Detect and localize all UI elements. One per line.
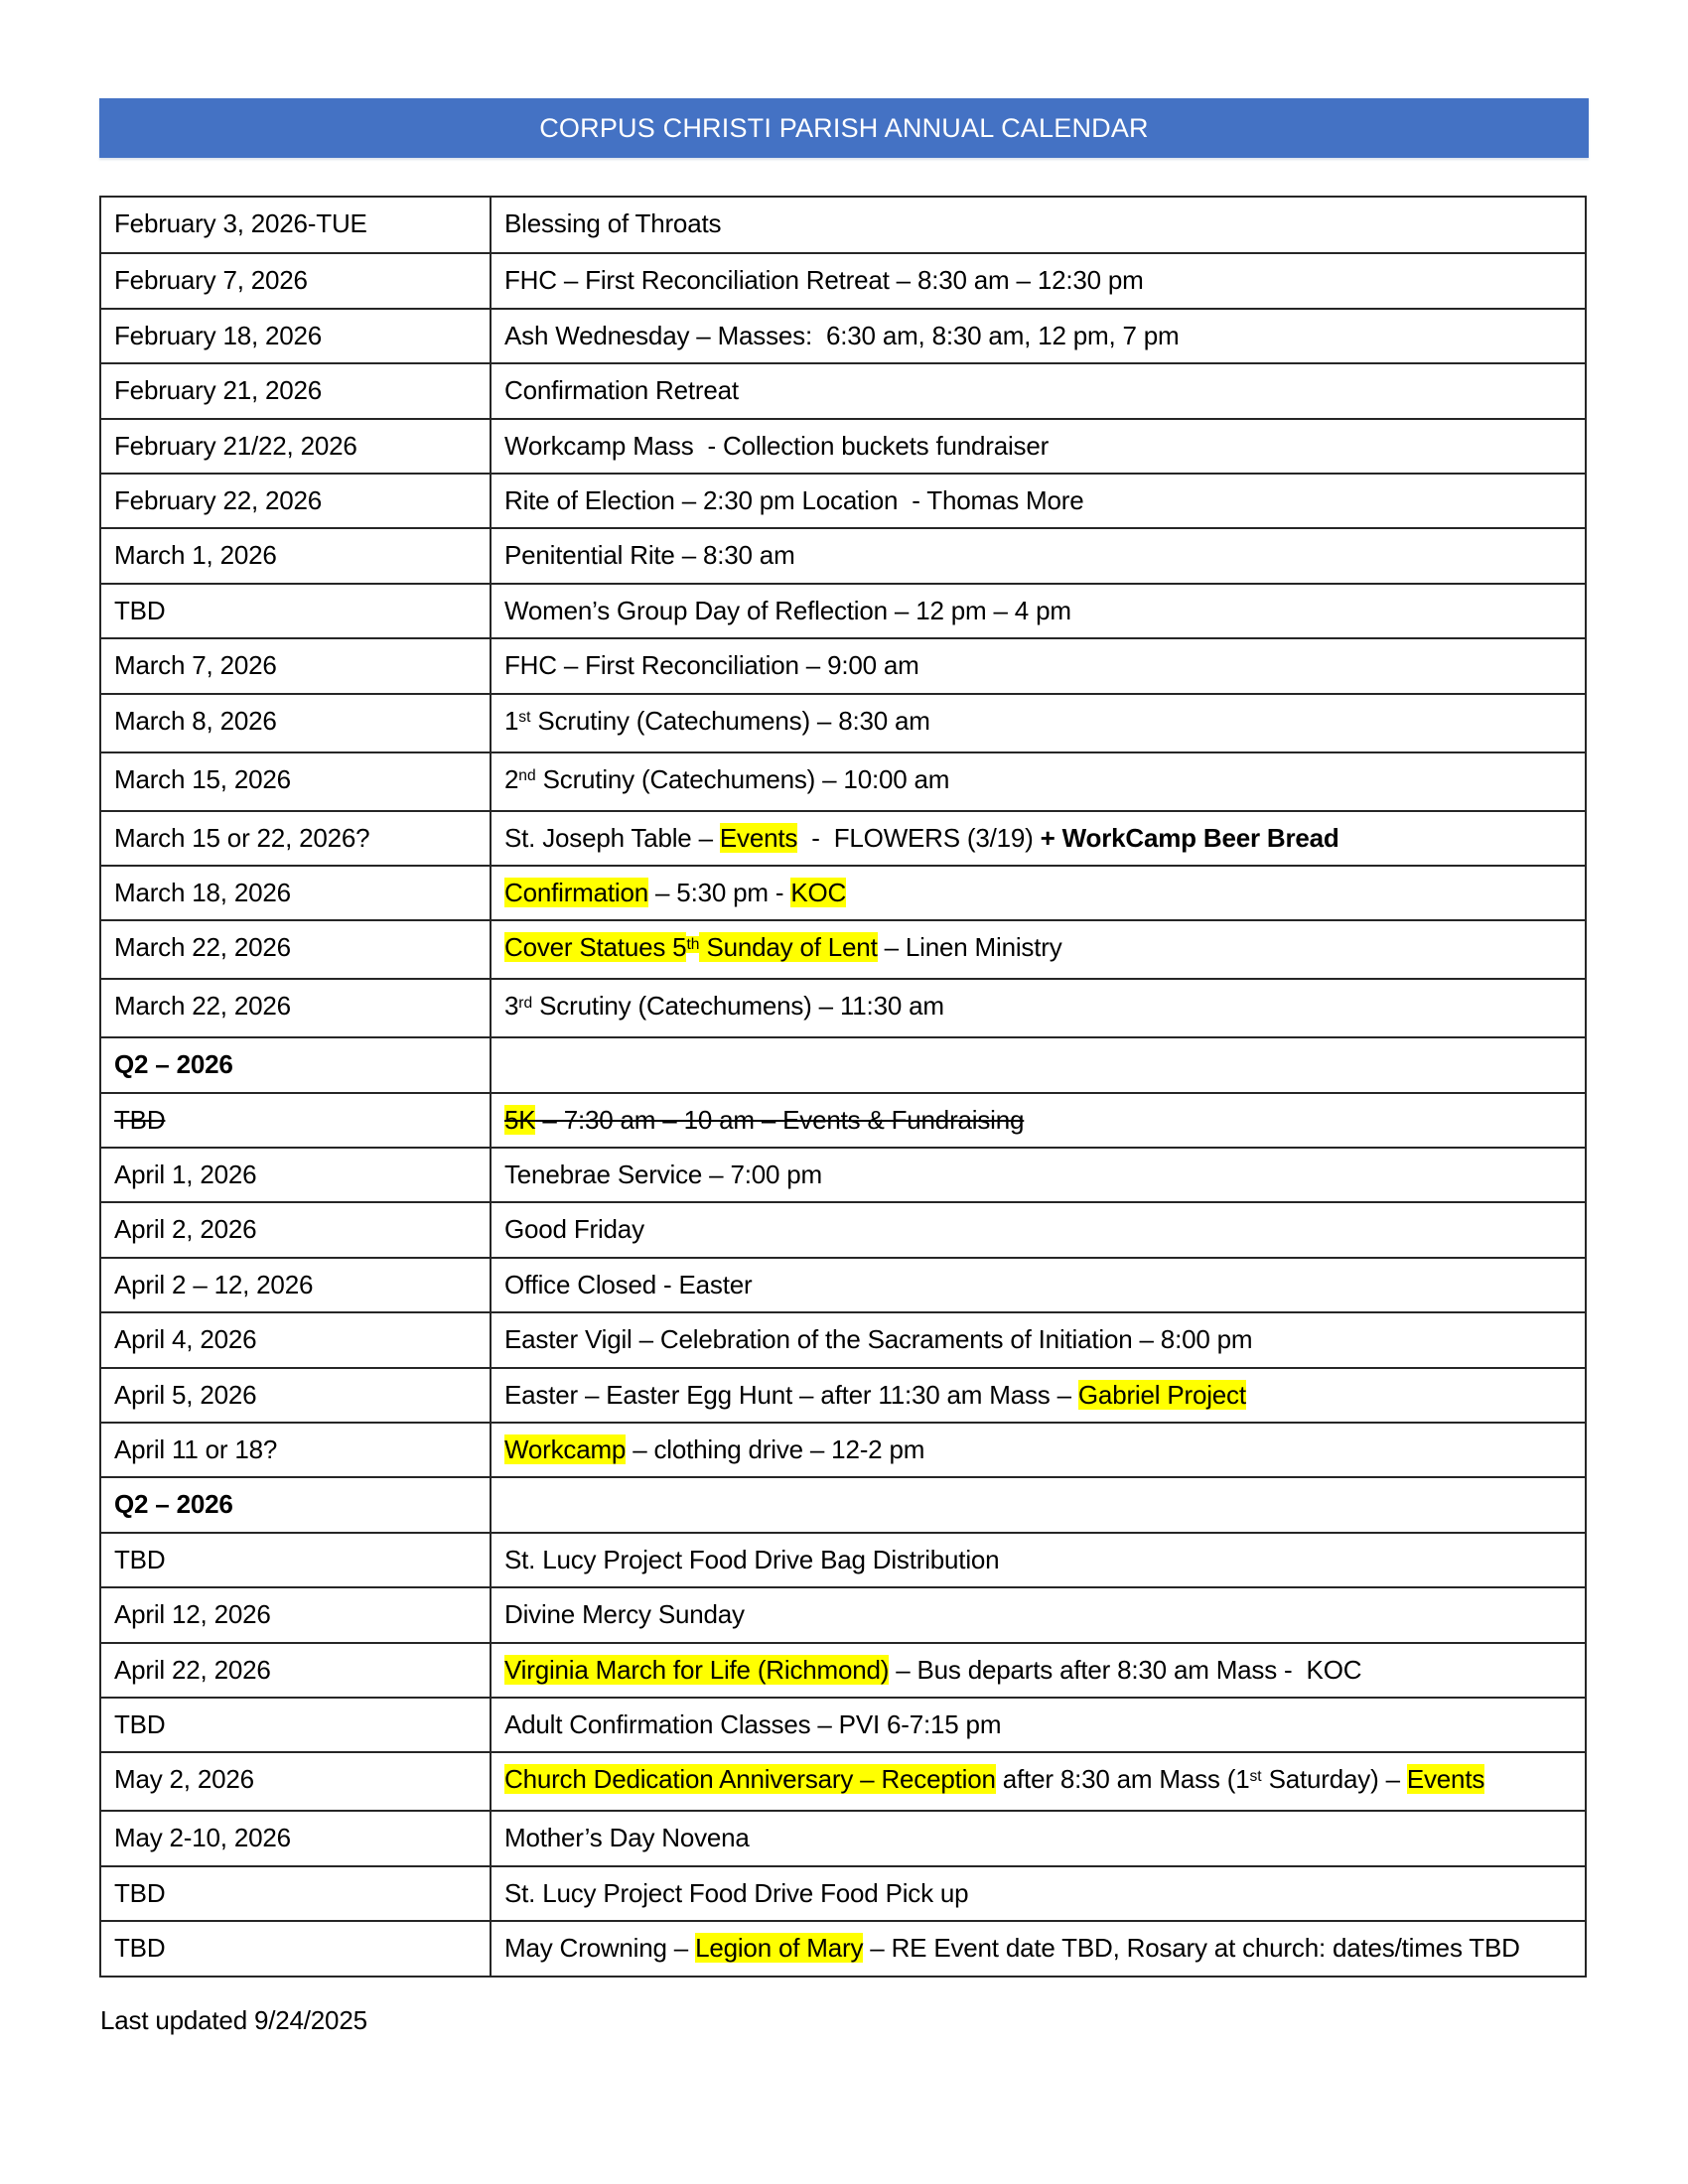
text-segment: Church Dedication Anniversary – Reception — [504, 1764, 996, 1795]
text-segment: Workcamp Mass - Collection buckets fundraiser — [504, 430, 1050, 461]
text-segment: + WorkCamp Beer Bread — [1040, 822, 1339, 853]
date-cell — [101, 364, 492, 417]
text-segment: St. Joseph Table – — [504, 822, 720, 853]
text-segment: TBD — [114, 1933, 166, 1964]
date-cell — [101, 980, 492, 1036]
table-row — [101, 919, 1585, 978]
text-segment: March 22, 2026 — [114, 932, 291, 963]
date-cell — [101, 1812, 492, 1864]
text-segment: February 7, 2026 — [114, 265, 308, 296]
table-row — [101, 583, 1585, 637]
text-segment: March 18, 2026 — [114, 877, 291, 907]
date-cell — [101, 310, 492, 362]
text-segment: - FLOWERS (3/19) — [797, 822, 1041, 853]
table-row — [101, 1751, 1585, 1810]
event-cell — [492, 921, 1585, 978]
text-segment: rd — [518, 994, 533, 1012]
event-cell — [492, 1478, 1585, 1531]
event-cell — [492, 980, 1585, 1036]
table-row — [101, 308, 1585, 362]
text-segment: Sunday of Lent — [699, 932, 878, 963]
text-segment: Events — [1406, 1764, 1485, 1795]
event-cell — [492, 1812, 1585, 1864]
date-cell — [101, 921, 492, 978]
text-segment: Scrutiny (Catechumens) – 10:00 am — [535, 763, 950, 794]
text-segment: Penitential Rite – 8:30 am — [504, 540, 795, 571]
text-segment: Cover Statues 5 — [504, 932, 687, 963]
table-row — [101, 198, 1585, 252]
table-row — [101, 1642, 1585, 1697]
table-row — [101, 1920, 1585, 1975]
event-cell — [492, 310, 1585, 362]
text-segment: May 2, 2026 — [114, 1764, 254, 1795]
text-segment: Q2 – 2026 — [114, 1049, 233, 1080]
text-segment: Scrutiny (Catechumens) – 8:30 am — [530, 705, 930, 736]
text-segment: 5K — [504, 1104, 536, 1135]
date-cell — [101, 1259, 492, 1311]
text-segment: Scrutiny (Catechumens) – 11:30 am — [532, 991, 944, 1022]
event-cell — [492, 585, 1585, 637]
text-segment: Tenebrae Service – 7:00 pm — [504, 1160, 822, 1190]
table-row — [101, 1367, 1585, 1422]
text-segment: KOC — [790, 877, 847, 907]
text-segment: – 7:30 am – 10 am – Events & Fundraising — [535, 1104, 1025, 1135]
date-cell — [101, 867, 492, 919]
event-cell — [492, 867, 1585, 919]
table-row — [101, 637, 1585, 692]
date-cell — [101, 1534, 492, 1586]
text-segment: St. Lucy Project Food Drive Food Pick up — [504, 1877, 969, 1908]
table-row — [101, 810, 1585, 865]
text-segment: Workcamp — [504, 1434, 627, 1465]
text-segment: March 8, 2026 — [114, 705, 277, 736]
table-row — [101, 1476, 1585, 1531]
text-segment: TBD — [114, 595, 166, 625]
text-segment: Easter Vigil – Celebration of the Sacraments of Initiation – 8:00 pm — [504, 1324, 1253, 1355]
table-row — [101, 693, 1585, 751]
table-row — [101, 473, 1585, 527]
table-row — [101, 418, 1585, 473]
event-cell — [492, 1203, 1585, 1256]
table-row — [101, 1257, 1585, 1311]
date-cell — [101, 254, 492, 307]
date-cell — [101, 812, 492, 865]
date-cell — [101, 585, 492, 637]
text-segment: March 15 or 22, 2026? — [114, 822, 370, 853]
text-segment: April 5, 2026 — [114, 1379, 257, 1410]
page-title: CORPUS CHRISTI PARISH ANNUAL CALENDAR — [539, 112, 1149, 143]
event-cell — [492, 1922, 1585, 1975]
date-cell — [101, 1149, 492, 1201]
table-row — [101, 865, 1585, 919]
table-row — [101, 751, 1585, 810]
text-segment: Virginia March for Life (Richmond) — [504, 1654, 890, 1685]
event-cell — [492, 475, 1585, 527]
event-cell — [492, 1588, 1585, 1641]
table-row — [101, 1422, 1585, 1476]
calendar-title-bar — [99, 98, 1589, 158]
annual-calendar-table — [99, 196, 1587, 1978]
event-cell — [492, 420, 1585, 473]
table-row — [101, 1201, 1585, 1256]
date-cell — [101, 1203, 492, 1256]
event-cell — [492, 1369, 1585, 1422]
text-segment: 2 — [504, 763, 519, 794]
text-segment: – RE Event date TBD, Rosary at church: dates/times TBD — [863, 1933, 1520, 1964]
date-cell — [101, 420, 492, 473]
text-segment: April 2 – 12, 2026 — [114, 1269, 314, 1299]
event-cell — [492, 695, 1585, 751]
event-cell — [492, 1259, 1585, 1311]
date-cell — [101, 1867, 492, 1920]
text-segment: Legion of Mary — [695, 1933, 864, 1964]
date-cell — [101, 1699, 492, 1751]
text-segment: February 22, 2026 — [114, 484, 323, 515]
table-row — [101, 1092, 1585, 1147]
table-row — [101, 1311, 1585, 1366]
text-segment: – 5:30 pm - — [648, 877, 791, 907]
event-cell — [492, 1313, 1585, 1366]
table-row — [101, 527, 1585, 582]
text-segment: Confirmation Retreat — [504, 375, 739, 406]
text-segment: Events — [719, 822, 798, 853]
text-segment: February 21/22, 2026 — [114, 430, 357, 461]
event-cell — [492, 1094, 1585, 1147]
text-segment: February 21, 2026 — [114, 375, 323, 406]
text-segment: TBD — [114, 1544, 166, 1574]
text-segment: TBD — [114, 1104, 166, 1135]
text-segment: April 1, 2026 — [114, 1160, 257, 1190]
text-segment: nd — [518, 766, 536, 784]
event-cell — [492, 364, 1585, 417]
text-segment: Q2 – 2026 — [114, 1489, 233, 1520]
table-row — [101, 1697, 1585, 1751]
table-row — [101, 1036, 1585, 1091]
date-cell — [101, 1478, 492, 1531]
text-segment: Blessing of Throats — [504, 208, 722, 238]
text-segment: – clothing drive – 12-2 pm — [626, 1434, 925, 1465]
date-cell — [101, 695, 492, 751]
date-cell — [101, 1424, 492, 1476]
date-cell — [101, 1369, 492, 1422]
text-segment: TBD — [114, 1708, 166, 1739]
text-segment: April 12, 2026 — [114, 1599, 271, 1630]
event-cell — [492, 639, 1585, 692]
text-segment: Adult Confirmation Classes – PVI 6-7:15 pm — [504, 1708, 1002, 1739]
table-row — [101, 1865, 1585, 1920]
text-segment: April 22, 2026 — [114, 1654, 271, 1685]
text-segment: 3 — [504, 991, 519, 1022]
table-row — [101, 1586, 1585, 1641]
text-segment: May 2-10, 2026 — [114, 1823, 291, 1853]
event-cell — [492, 812, 1585, 865]
text-segment: 1 — [504, 705, 519, 736]
text-segment: st — [1249, 1767, 1262, 1785]
event-cell — [492, 1038, 1585, 1091]
text-segment: March 22, 2026 — [114, 991, 291, 1022]
text-segment: FHC – First Reconciliation – 9:00 am — [504, 650, 919, 681]
text-segment: February 3, 2026-TUE — [114, 208, 367, 238]
text-segment: FHC – First Reconciliation Retreat – 8:30 am – 12:30 pm — [504, 265, 1144, 296]
table-row — [101, 252, 1585, 307]
date-cell — [101, 1313, 492, 1366]
date-cell — [101, 475, 492, 527]
date-cell — [101, 1038, 492, 1091]
text-segment: Saturday) – — [1261, 1764, 1407, 1795]
text-segment: th — [686, 935, 700, 953]
event-cell — [492, 1699, 1585, 1751]
text-segment: Confirmation — [504, 877, 648, 907]
event-cell — [492, 1644, 1585, 1697]
event-cell — [492, 254, 1585, 307]
event-cell — [492, 1424, 1585, 1476]
date-cell — [101, 1644, 492, 1697]
event-cell — [492, 1149, 1585, 1201]
text-segment: March 15, 2026 — [114, 763, 291, 794]
text-segment: – Linen Ministry — [877, 932, 1062, 963]
date-cell — [101, 1094, 492, 1147]
text-segment: April 11 or 18? — [114, 1434, 278, 1465]
text-segment: April 4, 2026 — [114, 1324, 257, 1355]
text-segment: Gabriel Project — [1077, 1379, 1246, 1410]
text-segment: Ash Wednesday – Masses: 6:30 am, 8:30 am, 12 pm, 7 pm — [504, 320, 1180, 350]
event-cell — [492, 198, 1585, 252]
text-segment: March 1, 2026 — [114, 540, 277, 571]
table-row — [101, 1810, 1585, 1864]
text-segment: Mother’s Day Novena — [504, 1823, 750, 1853]
text-segment: Rite of Election – 2:30 pm Location - Thomas More — [504, 484, 1084, 515]
text-segment: May Crowning – — [504, 1933, 696, 1964]
text-segment: – Bus departs after 8:30 am Mass - KOC — [889, 1654, 1362, 1685]
text-segment: Easter – Easter Egg Hunt – after 11:30 am Mass – — [504, 1379, 1078, 1410]
text-segment: February 18, 2026 — [114, 320, 323, 350]
event-cell — [492, 1867, 1585, 1920]
date-cell — [101, 1753, 492, 1810]
event-cell — [492, 753, 1585, 810]
text-segment: Office Closed - Easter — [504, 1269, 753, 1299]
text-segment: TBD — [114, 1877, 166, 1908]
text-segment: st — [518, 708, 531, 726]
text-segment: Divine Mercy Sunday — [504, 1599, 745, 1630]
table-row — [101, 1532, 1585, 1586]
date-cell — [101, 639, 492, 692]
event-cell — [492, 529, 1585, 582]
table-row — [101, 1147, 1585, 1201]
event-cell — [492, 1753, 1585, 1810]
text-segment: April 2, 2026 — [114, 1214, 257, 1245]
text-segment: Good Friday — [504, 1214, 644, 1245]
date-cell — [101, 198, 492, 252]
date-cell — [101, 1588, 492, 1641]
text-segment: after 8:30 am Mass (1 — [995, 1764, 1250, 1795]
text-segment: March 7, 2026 — [114, 650, 277, 681]
text-segment: St. Lucy Project Food Drive Bag Distribution — [504, 1544, 1000, 1574]
last-updated-note: Last updated 9/24/2025 — [100, 2005, 367, 2035]
date-cell — [101, 753, 492, 810]
table-row — [101, 978, 1585, 1036]
date-cell — [101, 1922, 492, 1975]
date-cell — [101, 529, 492, 582]
text-segment: Women’s Group Day of Reflection – 12 pm – 4 pm — [504, 595, 1071, 625]
event-cell — [492, 1534, 1585, 1586]
table-row — [101, 362, 1585, 417]
